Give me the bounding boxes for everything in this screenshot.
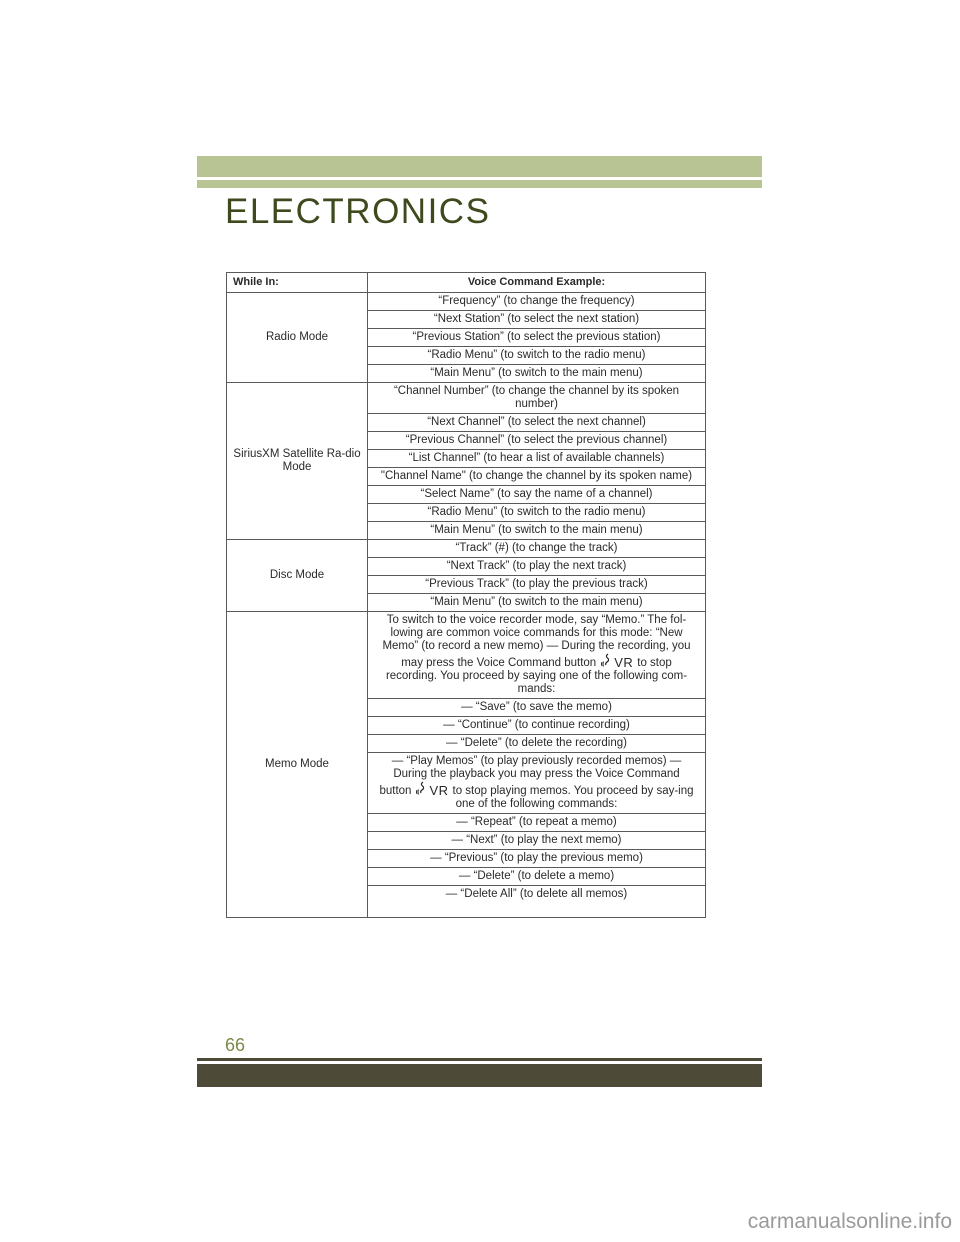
vr-label: VR xyxy=(614,655,634,670)
command-cell: “Select Name” (to say the name of a channel) xyxy=(368,486,706,504)
memo-intro-cell xyxy=(368,612,706,699)
command-cell: “Radio Menu” (to switch to the radio menu) xyxy=(368,504,706,522)
command-cell: “List Channel” (to hear a list of available channels) xyxy=(368,450,706,468)
command-cell: — “Repeat” (to repeat a memo) xyxy=(368,814,706,832)
page-number: 66 xyxy=(225,1035,246,1055)
command-cell: “Previous Station” (to select the previous station) xyxy=(368,329,706,347)
table-row xyxy=(227,540,706,558)
section-title: ELECTRONICS xyxy=(225,192,491,231)
table-row xyxy=(227,293,706,311)
mode-disc: Disc Mode xyxy=(227,540,368,612)
table-header-row xyxy=(227,273,706,293)
mode-memo: Memo Mode xyxy=(227,612,368,918)
command-cell: “Track” (#) (to change the track) xyxy=(368,540,706,558)
command-cell: “Next Track” (to play the next track) xyxy=(368,558,706,576)
header-bar xyxy=(197,156,762,177)
command-cell: "Channel Name" (to change the channel by its spoken name) xyxy=(368,468,706,486)
table-row xyxy=(227,612,706,699)
command-cell: “Previous Track” (to play the previous track) xyxy=(368,576,706,594)
command-cell: — “Delete All” (to delete all memos) xyxy=(368,886,706,918)
command-cell: — “Next” (to play the next memo) xyxy=(368,832,706,850)
command-cell: — “Delete” (to delete a memo) xyxy=(368,868,706,886)
footer-rule xyxy=(197,1058,762,1061)
command-cell: “Channel Number” (to change the channel by its spoken number) xyxy=(368,383,706,414)
memo-intro-text: To switch to the voice recorder mode, say “Memo.” The fol-lowing are common voice commands for this mode: “New Memo” (to record a new memo) — During the recording, you may press the Voice Command button xyxy=(382,614,691,669)
footer-bar xyxy=(197,1064,762,1087)
header-rule xyxy=(197,180,762,188)
memo-play-text-end: to stop playing memos. You proceed by say-ing one of the following commands: xyxy=(452,785,694,810)
header-voice-command-example: Voice Command Example: xyxy=(368,273,706,293)
voice-wave-icon xyxy=(415,781,427,795)
command-cell: — “Delete” (to delete the recording) xyxy=(368,735,706,753)
command-cell: “Next Station” (to select the next station) xyxy=(368,311,706,329)
command-cell: — “Continue” (to continue recording) xyxy=(368,717,706,735)
memo-intro-text-end: to stop recording. You proceed by saying one of the following com-mands: xyxy=(385,657,688,695)
voice-command-table xyxy=(226,272,706,918)
voice-wave-icon xyxy=(600,653,612,667)
mode-siriusxm: SiriusXM Satellite Ra-dio Mode xyxy=(227,383,368,540)
command-cell: “Radio Menu” (to switch to the radio menu) xyxy=(368,347,706,365)
memo-play-text: — “Play Memos” (to play previously recorded memos) — During the playback you may press the Voice Command button xyxy=(379,755,682,797)
table-row xyxy=(227,383,706,414)
watermark: carmanualsonline.info xyxy=(747,1210,952,1233)
command-cell: “Next Channel” (to select the next channel) xyxy=(368,414,706,432)
vr-label: VR xyxy=(429,783,449,798)
command-cell: — “Save” (to save the memo) xyxy=(368,699,706,717)
header-while-in: While In: xyxy=(227,273,368,293)
command-cell: “Main Menu” (to switch to the main menu) xyxy=(368,594,706,612)
command-cell: “Frequency” (to change the frequency) xyxy=(368,293,706,311)
memo-play-cell xyxy=(368,753,706,814)
command-cell: “Main Menu” (to switch to the main menu) xyxy=(368,365,706,383)
command-cell: “Main Menu” (to switch to the main menu) xyxy=(368,522,706,540)
command-cell: “Previous Channel” (to select the previous channel) xyxy=(368,432,706,450)
mode-radio: Radio Mode xyxy=(227,293,368,383)
voice-command-icon xyxy=(600,653,633,669)
command-cell: — “Previous” (to play the previous memo) xyxy=(368,850,706,868)
voice-command-icon xyxy=(415,781,448,797)
